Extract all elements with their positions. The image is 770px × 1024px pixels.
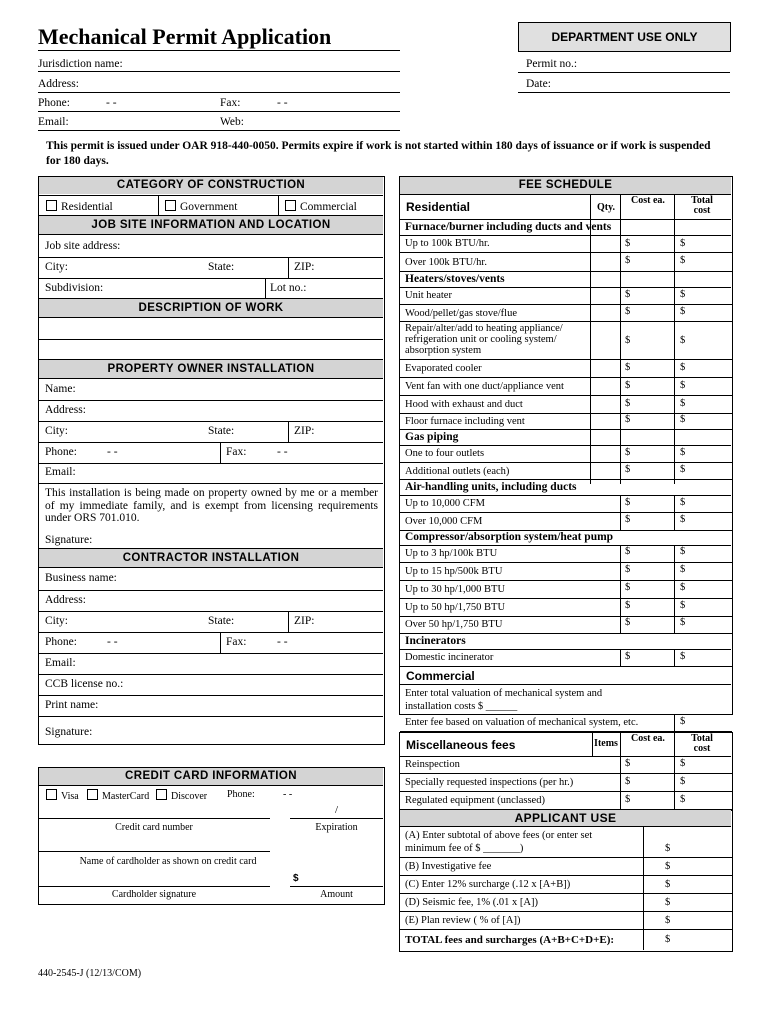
email-label: Email: (38, 116, 69, 128)
fee-row-heater-6[interactable]: Hood with exhaust and duct $ $ (400, 396, 732, 414)
fee-row-comp-3[interactable]: Up to 30 hp/1,000 BTU $ $ (400, 581, 732, 599)
cardholder-signature-label: Cardholder signature (111, 889, 197, 900)
fee-row-heater-4[interactable]: Evaporated cooler $ $ (400, 360, 732, 378)
owner-city-label: City: (45, 425, 69, 437)
applicant-row-e[interactable]: (E) Plan review ( % of [A]) $ (400, 912, 732, 930)
contractor-email-label: Email: (45, 657, 76, 669)
fee-row-air-2[interactable]: Over 10,000 CFM $ $ (400, 513, 732, 531)
fee-row-heater-3[interactable]: Repair/alter/add to heating appliance/ refrigeration unit or cooling system/ absorption system $ $ (400, 322, 732, 360)
business-name-label: Business name: (45, 572, 117, 584)
contractor-signature-label: Signature: (45, 726, 93, 738)
owner-phone-separators: - - (107, 446, 118, 458)
description-field[interactable] (39, 318, 383, 358)
fee-row-heater-7[interactable]: Floor furnace including vent $ $ (400, 414, 732, 430)
amount-dollar-sign: $ (293, 873, 299, 884)
items-col-header: Items (594, 738, 618, 749)
commercial-heading: Commercial (406, 669, 475, 683)
lot-no-label: Lot no.: (270, 282, 307, 294)
visa-option[interactable]: Visa (46, 789, 79, 802)
furnace-section: Furnace/burner including ducts and vents (405, 221, 612, 233)
department-use-header: DEPARTMENT USE ONLY (551, 30, 698, 44)
department-use-box (518, 22, 731, 52)
subdivision-label: Subdivision: (45, 282, 104, 294)
permit-notice: This permit is issued under OAR 918-440-0050. Permits expire if work is not started within 180 days of issuance or if work is suspended for 180 days. (46, 140, 711, 167)
owner-state-label: State: (208, 425, 235, 437)
heaters-section: Heaters/stoves/vents (405, 273, 505, 285)
cc-phone-label: Phone: (227, 789, 255, 800)
owner-header: PROPERTY OWNER INSTALLATION (39, 360, 383, 378)
credit-card-box (38, 767, 385, 905)
applicant-use-header: APPLICANT USE (400, 810, 731, 826)
contractor-address-label: Address: (45, 594, 86, 606)
contractor-fax-label: Fax: (226, 636, 247, 648)
government-option[interactable]: Government (165, 200, 237, 213)
mastercard-checkbox[interactable] (87, 789, 98, 800)
fee-row-incinerator[interactable]: Domestic incinerator $ $ (400, 649, 732, 667)
fee-row-heater-1[interactable]: Unit heater $ $ (400, 287, 732, 305)
discover-checkbox[interactable] (156, 789, 167, 800)
fee-row-air-1[interactable]: Up to 10,000 CFM $ $ (400, 495, 732, 513)
compressor-section: Compressor/absorption system/heat pump (405, 531, 614, 543)
fee-schedule-header: FEE SCHEDULE (400, 177, 731, 194)
incinerators-section: Incinerators (405, 635, 466, 647)
fee-row-comp-4[interactable]: Up to 50 hp/1,750 BTU $ $ (400, 599, 732, 617)
total-cost-col-header: Total cost (691, 195, 713, 216)
applicant-row-a[interactable]: (A) Enter subtotal of above fees (or enter set minimum fee of $ _______) $ (400, 826, 732, 858)
credit-card-header: CREDIT CARD INFORMATION (39, 768, 383, 785)
fee-row-gas-1[interactable]: One to four outlets $ $ (400, 445, 732, 463)
cardholder-name-label: Name of cardholder as shown on credit card (79, 856, 257, 867)
contractor-fax-separators: - - (277, 636, 288, 648)
phone-separators: - - (106, 97, 117, 109)
fee-row-comp-5[interactable]: Over 50 hp/1,750 BTU $ $ (400, 617, 732, 634)
permit-no-label: Permit no.: (526, 58, 578, 70)
owner-phone-label: Phone: (45, 446, 77, 458)
owner-zip-label: ZIP: (294, 425, 315, 437)
print-name-label: Print name: (45, 699, 99, 711)
applicant-row-b[interactable]: (B) Investigative fee $ (400, 858, 732, 876)
commercial-valuation: Enter total valuation of mechanical system and installation costs $ ______ (405, 688, 603, 712)
misc-cost-ea-col-header: Cost ea. (631, 733, 665, 744)
applicant-row-d[interactable]: (D) Seismic fee, 1% (.01 x [A]) $ (400, 894, 732, 912)
fax-label: Fax: (220, 97, 241, 109)
fee-row-reinspection[interactable]: Reinspection $ $ (400, 756, 732, 774)
amount-label: Amount (320, 889, 353, 900)
ccb-license-label: CCB license no.: (45, 678, 124, 690)
qty-col-header: Qty. (596, 202, 616, 213)
contractor-phone-separators: - - (107, 636, 118, 648)
form-number: 440-2545-J (12/13/COM) (38, 968, 142, 979)
contractor-city-label: City: (45, 615, 69, 627)
jobsite-city-label: City: (45, 261, 69, 273)
air-handling-section: Air-handling units, including ducts (405, 481, 577, 493)
owner-name-label: Name: (45, 383, 76, 395)
applicant-row-c[interactable]: (C) Enter 12% surcharge (.12 x [A+B]) $ (400, 876, 732, 894)
discover-option[interactable]: Discover (156, 789, 207, 802)
commercial-checkbox[interactable] (285, 200, 296, 211)
fee-row-special-inspections[interactable]: Specially requested inspections (per hr.) $ $ (400, 774, 732, 792)
owner-email-label: Email: (45, 466, 76, 478)
fee-row-heater-5[interactable]: Vent fan with one duct/appliance vent $ $ (400, 378, 732, 396)
phone-label: Phone: (38, 97, 70, 109)
jobsite-zip-label: ZIP: (294, 261, 315, 273)
fax-separators: - - (277, 97, 288, 109)
description-header: DESCRIPTION OF WORK (39, 299, 383, 317)
fee-row-regulated-equipment[interactable]: Regulated equipment (unclassed) $ $ (405, 794, 686, 806)
address-label: Address: (38, 78, 79, 90)
category-header: CATEGORY OF CONSTRUCTION (39, 177, 383, 194)
jobsite-header: JOB SITE INFORMATION AND LOCATION (39, 216, 383, 234)
card-number-label: Credit card number (115, 822, 193, 833)
fee-row-comp-1[interactable]: Up to 3 hp/100k BTU $ $ (400, 545, 732, 563)
contractor-state-label: State: (208, 615, 235, 627)
owner-address-label: Address: (45, 404, 86, 416)
fee-row-heater-2[interactable]: Wood/pellet/gas stove/flue $ $ (400, 305, 732, 322)
misc-fees-heading: Miscellaneous fees (406, 738, 516, 752)
jurisdiction-label: Jurisdiction name: (38, 58, 123, 70)
expiration-slash: / (335, 804, 339, 816)
fee-row-furnace-1[interactable]: Up to 100k BTU/hr. $ $ (400, 235, 732, 253)
expiration-label: Expiration (315, 822, 358, 833)
fee-row-furnace-2[interactable]: Over 100k BTU/hr. $ $ (400, 253, 732, 272)
mastercard-option[interactable]: MasterCard (87, 789, 149, 802)
fee-row-comp-2[interactable]: Up to 15 hp/500k BTU $ $ (400, 563, 732, 581)
owner-fax-label: Fax: (226, 446, 247, 458)
cc-phone-separators: - - (283, 789, 293, 800)
contractor-header: CONTRACTOR INSTALLATION (39, 549, 383, 567)
gas-piping-section: Gas piping (405, 431, 459, 443)
owner-signature-label: Signature: (45, 534, 93, 546)
residential-heading: Residential (406, 200, 471, 214)
contractor-zip-label: ZIP: (294, 615, 315, 627)
date-label: Date: (526, 78, 551, 90)
applicant-row-total[interactable]: TOTAL fees and surcharges (A+B+C+D+E): $ (405, 934, 671, 946)
government-checkbox[interactable] (165, 200, 176, 211)
page-title: Mechanical Permit Application (38, 24, 332, 49)
misc-total-cost-col-header: Total cost (691, 733, 713, 754)
contractor-phone-label: Phone: (45, 636, 77, 648)
fee-row-commercial-valuation-fee[interactable]: Enter fee based on valuation of mechanical system, etc. $ (400, 714, 732, 732)
fee-row-gas-2[interactable]: Additional outlets (each) $ $ (400, 463, 732, 480)
jobsite-address-label: Job site address: (45, 240, 121, 252)
visa-checkbox[interactable] (46, 789, 57, 800)
cost-ea-col-header: Cost ea. (631, 195, 665, 206)
residential-checkbox[interactable] (46, 200, 57, 211)
web-label: Web: (220, 116, 244, 128)
owner-statement: This installation is being made on property owned by me or a member of my immediate family, and is exempt from licensing requirements under ORS 701.010. (45, 487, 378, 524)
commercial-option[interactable]: Commercial (285, 200, 357, 213)
residential-option[interactable]: Residential (46, 200, 113, 213)
jobsite-state-label: State: (208, 261, 235, 273)
owner-fax-separators: - - (277, 446, 288, 458)
